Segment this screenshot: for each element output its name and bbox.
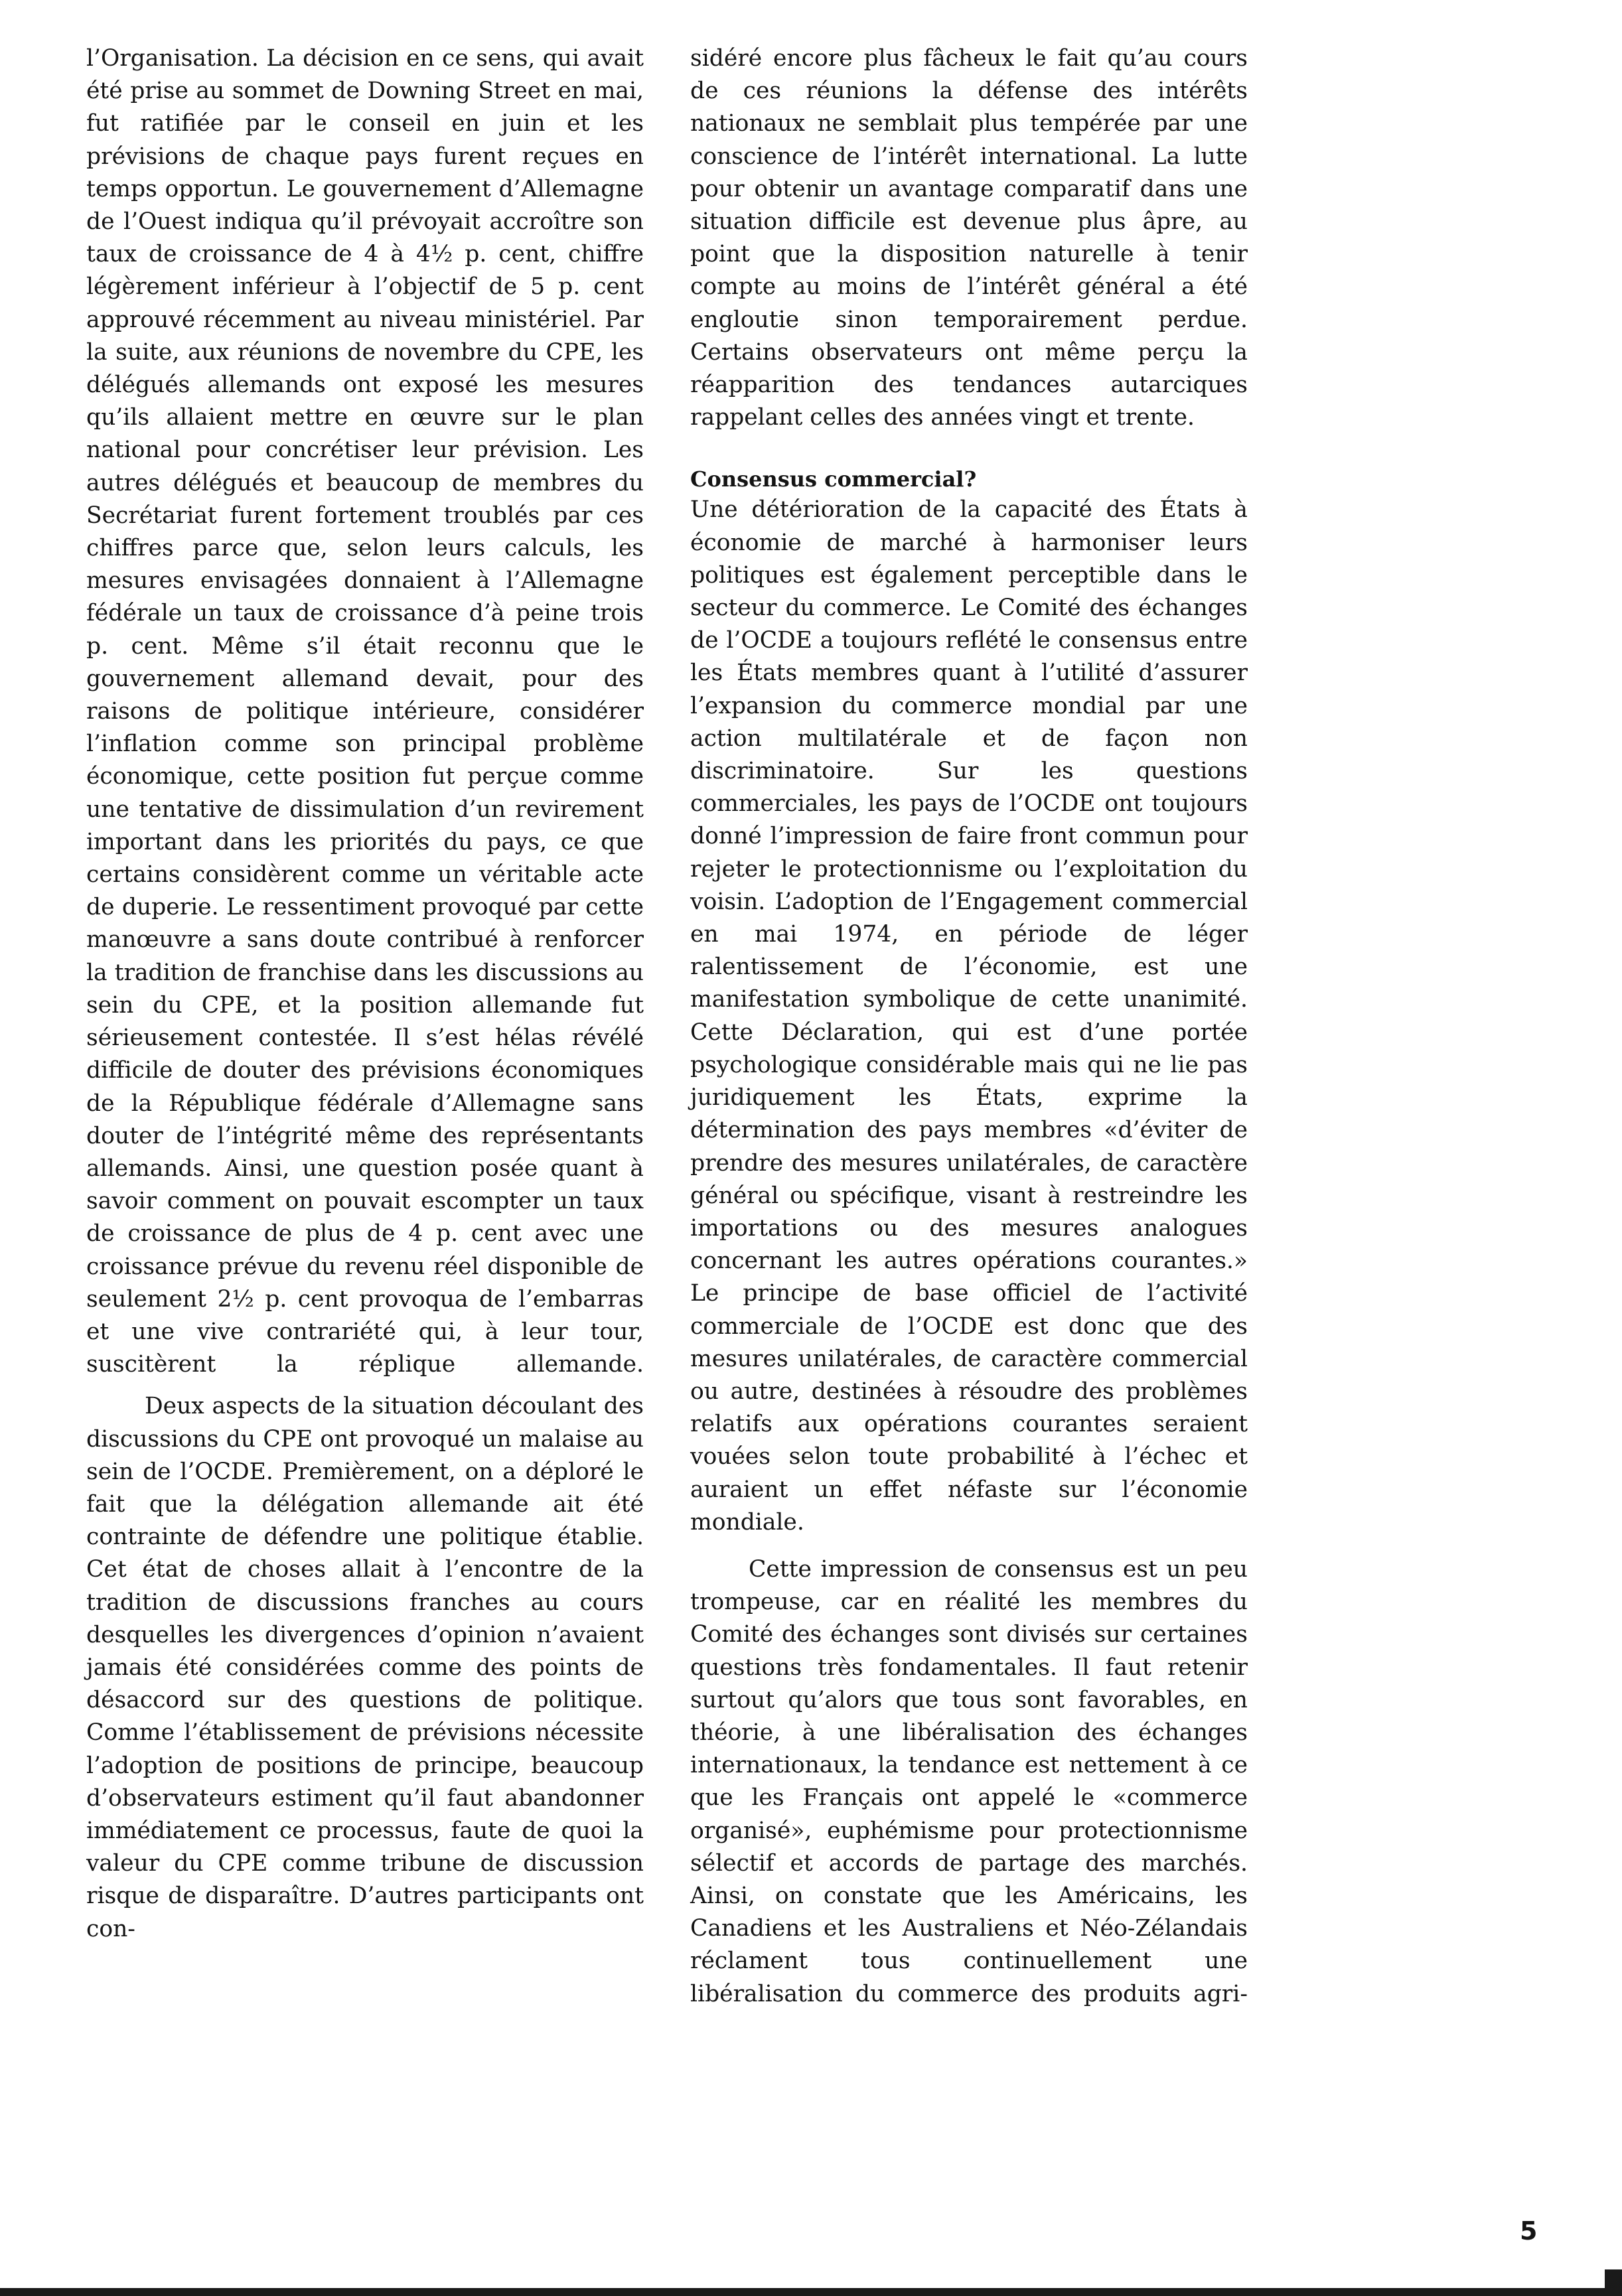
paragraph-trade-consensus: Une détérioration de la capacité des États à économie de marché à harmoniser leurs politiques est également perceptible dans le secteur du commerce. Le Comité des échanges de l’OCDE a toujours reflété le consensus entre les États membres quant à l’utilité d’assurer l’expansion du commerce mondial par une action multilatérale et de façon non discriminatoire. Sur les questions commerciales, les pays de l’OCDE ont toujours donné l’impression de faire front commun pour rejeter le protectionnisme ou l’exploitation du voisin. L’adoption de l’Engagement commercial en mai 1974, en période de léger ralentissement de l’économie, est une manifestation symbolique de cette unanimité. Cette Déclaration, qui est d’une portée psychologique considérable mais qui ne lie pas juridiquement les États, exprime la détermination des pays membres «d’éviter de prendre des mesures unilatérales, de caractère général ou spécifique, visant à restreindre les importations ou des mesures analogues concernant les autres opérations courantes.» Le principe de base officiel de l’activité commerciale de l’OCDE est donc que des mesures unilatérales, de caractère commercial ou autre, destinées à résoudre des problèmes relatifs aux opérations courantes seraient vouées selon toute probabilité à l’échec et auraient un effet néfaste sur l’économie mondiale. [690,496,1248,1536]
page-number: 5 [1520,2216,1538,2246]
paragraph-misleading-consensus: Cette impression de consensus est un peu trompeuse, car en réalité les membres du Comité des échanges sont divisés sur certaines questions très fondamentales. Il faut retenir surtout qu’alors que tous sont favorables, en théorie, à une libéralisation des échanges internationaux, la tendance est nettement à ce que les Français ont appelé le «commerce organisé», euphémisme pour protectionnisme sélectif et accords de partage des marchés. Ainsi, on constate que les Américains, les Canadiens et les Australiens et Néo-Zélandais réclament tous continuellement une libéralisation du commerce des produits agri- [690,1555,1248,2007]
right-column [690,42,1248,2011]
paragraph-cpe-malaise: Deux aspects de la situation découlant des discussions du CPE ont provoqué un malaise au sein de l’OCDE. Premièrement, on a déploré le fait que la délégation allemande ait été contrainte de défendre une politique établie. Cet état de choses allait à l’encontre de la tradition de discussions franches au cours desquelles les divergences d’opinion n’avaient jamais été considérées comme des points de désaccord sur des questions de politique. Comme l’établissement de prévisions nécessite l’adoption de positions de principe, beaucoup d’observateurs estiment qu’il faut abandonner immédiatement ce processus, faute de quoi la valeur du CPE comme tribune de discussion risque de disparaître. D’autres participants ont con- [86,1393,644,1942]
paragraph-growth-forecast: l’Organisation. La décision en ce sens, qui avait été prise au sommet de Downing Street en mai, fut ratifiée par le conseil en juin et les prévisions de chaque pays furent reçues en temps opportun. Le gouvernement d’Allemagne de l’Ouest indiqua qu’il prévoyait accroître son taux de croissance de 4 à 4½ p. cent, chiffre légèrement inférieur à l’objectif de 5 p. cent approuvé récemment au niveau ministériel. Par la suite, aux réunions de novembre du CPE, les délégués allemands ont exposé les mesures qu’ils allaient mettre en œuvre sur le plan national pour concrétiser leur prévision. Les autres délégués et beaucoup de membres du Secrétariat furent fortement troublés par ces chiffres parce que, selon leurs calculs, les mesures envisagées donnaient à l’Allemagne fédérale un taux de croissance d’à peine trois p. cent. Même s’il était reconnu que le gouvernement allemand devait, pour des raisons de politique intérieure, considérer l’inflation comme son principal problème économique, cette position fut perçue comme une tentative de dissimulation d’un revirement important dans les priorités du pays, ce que certains considèrent comme un véritable acte de duperie. Le ressentiment provoqué par cette manœuvre a sans doute contribué à renforcer la tradition de franchise dans les discussions au sein du CPE, et la position allemande fut sérieusement contestée. Il s’est hélas révélé difficile de douter des prévisions économiques de la République fédérale d’Allemagne sans douter de l’intégrité même des représentants allemands. Ainsi, une question posée quant à savoir comment on pouvait escompter un taux de croissance de plus de 4 p. cent avec une croissance prévue du revenu réel disponible de seulement 2½ p. cent provoqua de l’embarras et une vive contrariété qui, à leur tour, suscitèrent la réplique allemande. [86,45,644,1378]
section-heading: Consensus commercial? [690,466,977,492]
paragraph-national-interests: sidéré encore plus fâcheux le fait qu’au cours de ces réunions la défense des intérêts nationaux ne semblait plus tempérée par une conscience de l’intérêt international. La lutte pour obtenir un avantage comparatif dans une situation difficile est devenue plus âpre, au point que la disposition naturelle à tenir compte au moins de l’intérêt général a été engloutie sinon temporairement perdue. Certains observateurs ont même perçu la réapparition des tendances autarciques rappelant celles des années vingt et trente. [690,45,1248,431]
scan-corner-mark [1605,2269,1622,2296]
scan-border [0,2288,1622,2296]
left-column [86,42,644,1946]
